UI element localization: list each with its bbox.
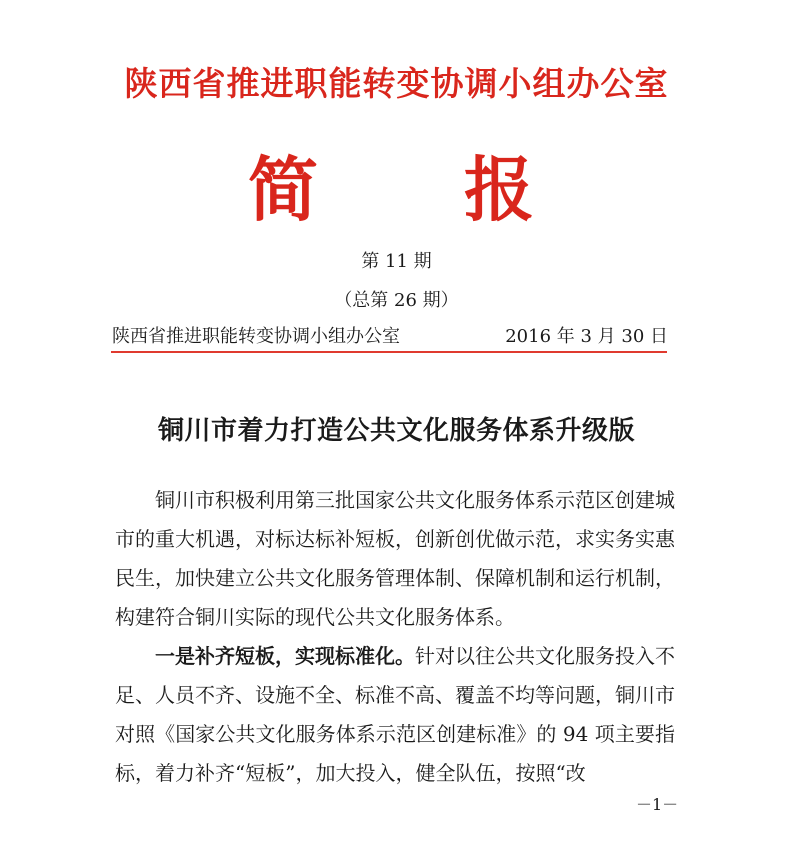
article-body xyxy=(115,481,675,793)
paragraph-intro: 铜川市积极利用第三批国家公共文化服务体系示范区创建城市的重大机遇，对标达标补短板，创新创优做示范，求实务实惠民生，加快建立公共文化服务管理体制、保障机制和运行机制，构建符合铜川实际的现代公共文化服务体系。 xyxy=(115,488,675,629)
point-one-text: 针对以往公共文化服务投入不足、人员不齐、设施不全、标准不高、覆盖不均等问题，铜川市对照《国家公共文化服务体系示范区创建标准》的 94 项主要指标，着力补齐“短板”，加大投入，健全队伍，按照“改 xyxy=(115,644,675,785)
document-type-title xyxy=(0,150,793,230)
document-type-char-1: 简 xyxy=(248,148,318,231)
issue-number: 第 11 期 xyxy=(361,251,432,272)
point-one-heading: 一是补齐短板，实现标准化。 xyxy=(155,644,415,668)
issue-date: 2016 年 3 月 30 日 xyxy=(505,326,668,347)
meta-row xyxy=(112,322,668,348)
document-type-char-2: 报 xyxy=(464,148,534,231)
header-divider xyxy=(111,351,667,353)
total-issue-number: （总第 26 期） xyxy=(334,290,459,311)
issuing-organization: 陕西省推进职能转变协调小组办公室 xyxy=(112,326,400,347)
paragraph-point-one xyxy=(115,637,675,793)
issuer-header: 陕西省推进职能转变协调小组办公室 xyxy=(124,64,669,103)
page-number: －1－ xyxy=(636,795,679,814)
article-title: 铜川市着力打造公共文化服务体系升级版 xyxy=(157,416,635,446)
